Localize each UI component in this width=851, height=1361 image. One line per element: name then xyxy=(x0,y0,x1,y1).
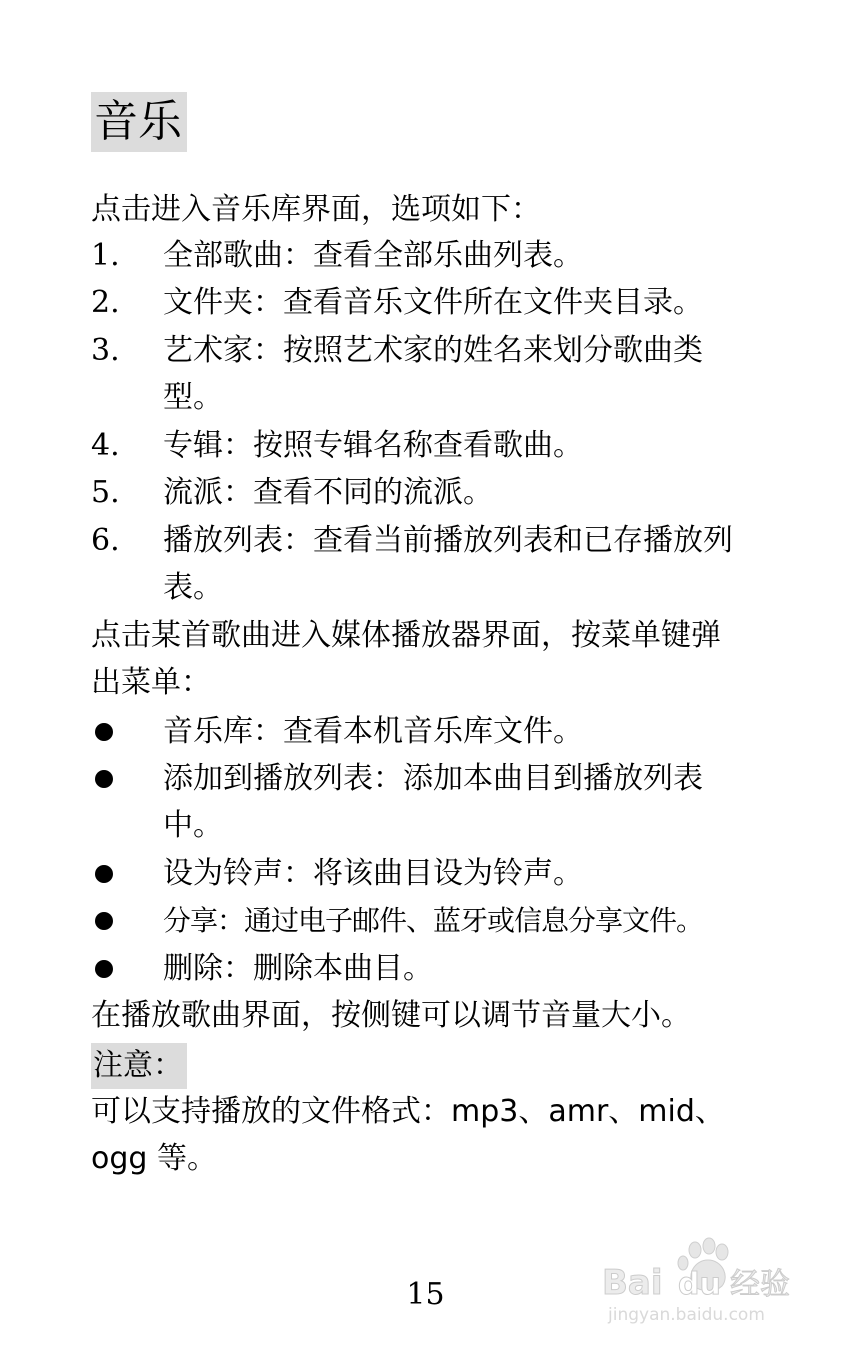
option-text-continued: 型。 xyxy=(163,380,223,415)
option-text-continued: 表。 xyxy=(163,570,223,605)
option-number: 2. xyxy=(91,285,120,320)
svg-text:经验: 经验 xyxy=(730,1267,790,1302)
volume-text: 在播放歌曲界面，按侧键可以调节音量大小。 xyxy=(91,998,691,1033)
menu-item-text: 删除：删除本曲目。 xyxy=(163,951,433,986)
option-text: 全部歌曲：查看全部乐曲列表。 xyxy=(163,238,583,273)
option-text: 文件夹：查看音乐文件所在文件夹目录。 xyxy=(163,285,703,320)
option-number: 3. xyxy=(91,333,120,368)
bullet-icon xyxy=(95,723,113,741)
formats-text-continued: ogg 等。 xyxy=(91,1141,217,1176)
watermark-url: jingyan.baidu.com xyxy=(608,1305,765,1325)
menu-intro-text: 点击某首歌曲进入媒体播放器界面，按菜单键弹 xyxy=(91,618,721,653)
option-number: 6. xyxy=(91,523,120,558)
bullet-icon xyxy=(95,865,113,883)
option-text: 播放列表：查看当前播放列表和已存播放列 xyxy=(163,523,733,558)
option-number: 4. xyxy=(91,428,120,463)
option-text: 流派：查看不同的流派。 xyxy=(163,475,493,510)
menu-item-text-continued: 中。 xyxy=(163,808,223,843)
menu-item-text: 音乐库：查看本机音乐库文件。 xyxy=(163,714,583,749)
intro-text: 点击进入音乐库界面，选项如下： xyxy=(91,192,541,227)
baidu-watermark-icon xyxy=(590,1236,810,1336)
page-number: 15 xyxy=(406,1277,445,1312)
svg-text:Bai: Bai xyxy=(602,1263,663,1303)
bullet-icon xyxy=(95,960,113,978)
bullet-icon xyxy=(95,770,113,788)
menu-item-text: 分享：通过电子邮件、蓝牙或信息分享文件。 xyxy=(163,904,704,937)
menu-item-text: 添加到播放列表：添加本曲目到播放列表 xyxy=(163,761,703,796)
option-number: 1. xyxy=(91,238,120,273)
menu-item-text: 设为铃声：将该曲目设为铃声。 xyxy=(163,856,583,891)
section-title: 音乐 xyxy=(91,92,187,152)
svg-text:du: du xyxy=(678,1267,721,1302)
bullet-icon xyxy=(95,912,113,930)
option-number: 5. xyxy=(91,475,120,510)
formats-text: 可以支持播放的文件格式：mp3、amr、mid、 xyxy=(91,1094,725,1129)
option-text: 艺术家：按照艺术家的姓名来划分歌曲类 xyxy=(163,333,703,368)
option-text: 专辑：按照专辑名称查看歌曲。 xyxy=(163,428,583,463)
menu-intro-text-continued: 出菜单： xyxy=(91,665,211,700)
note-label: 注意： xyxy=(91,1043,187,1089)
